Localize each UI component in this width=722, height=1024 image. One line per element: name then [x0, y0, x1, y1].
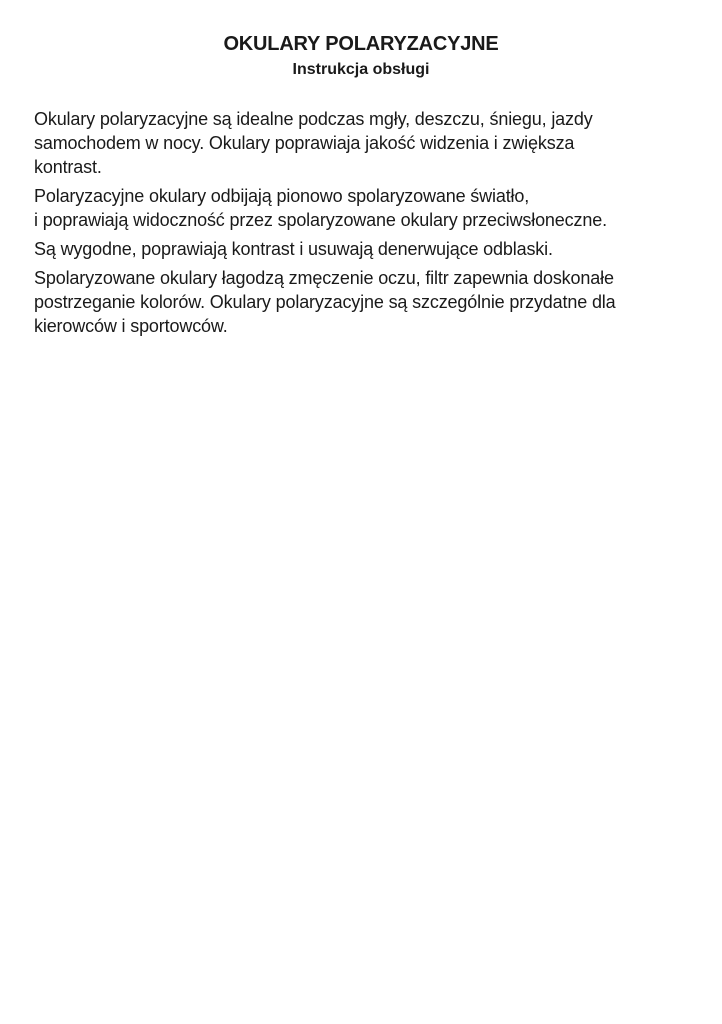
paragraph-comfort: Są wygodne, poprawiają kontrast i usuwają denerwujące odblaski. [34, 239, 553, 259]
document-body [34, 107, 694, 343]
document-subtitle: Instrukcja obsługi [292, 61, 430, 78]
paragraph-benefits: Spolaryzowane okulary łagodzą zmęczenie oczu, filtr zapewnia doskonałe postrzeganie kolorów. Okulary polaryzacyjne są szczególnie przydatne dla kierowców i sportowców. [34, 268, 616, 336]
document-title: OKULARY POLARYZACYJNE [223, 33, 499, 55]
paragraph-intro: Okulary polaryzacyjne są idealne podczas mgły, deszczu, śniegu, jazdy samochodem w nocy. Okulary poprawiaja jakość widzenia i zwiększa kontrast. [34, 109, 593, 177]
paragraph-reflection: Polaryzacyjne okulary odbijają pionowo spolaryzowane światło, i poprawiają widoczność przez spolaryzowane okulary przeciwsłoneczne. [34, 186, 607, 230]
